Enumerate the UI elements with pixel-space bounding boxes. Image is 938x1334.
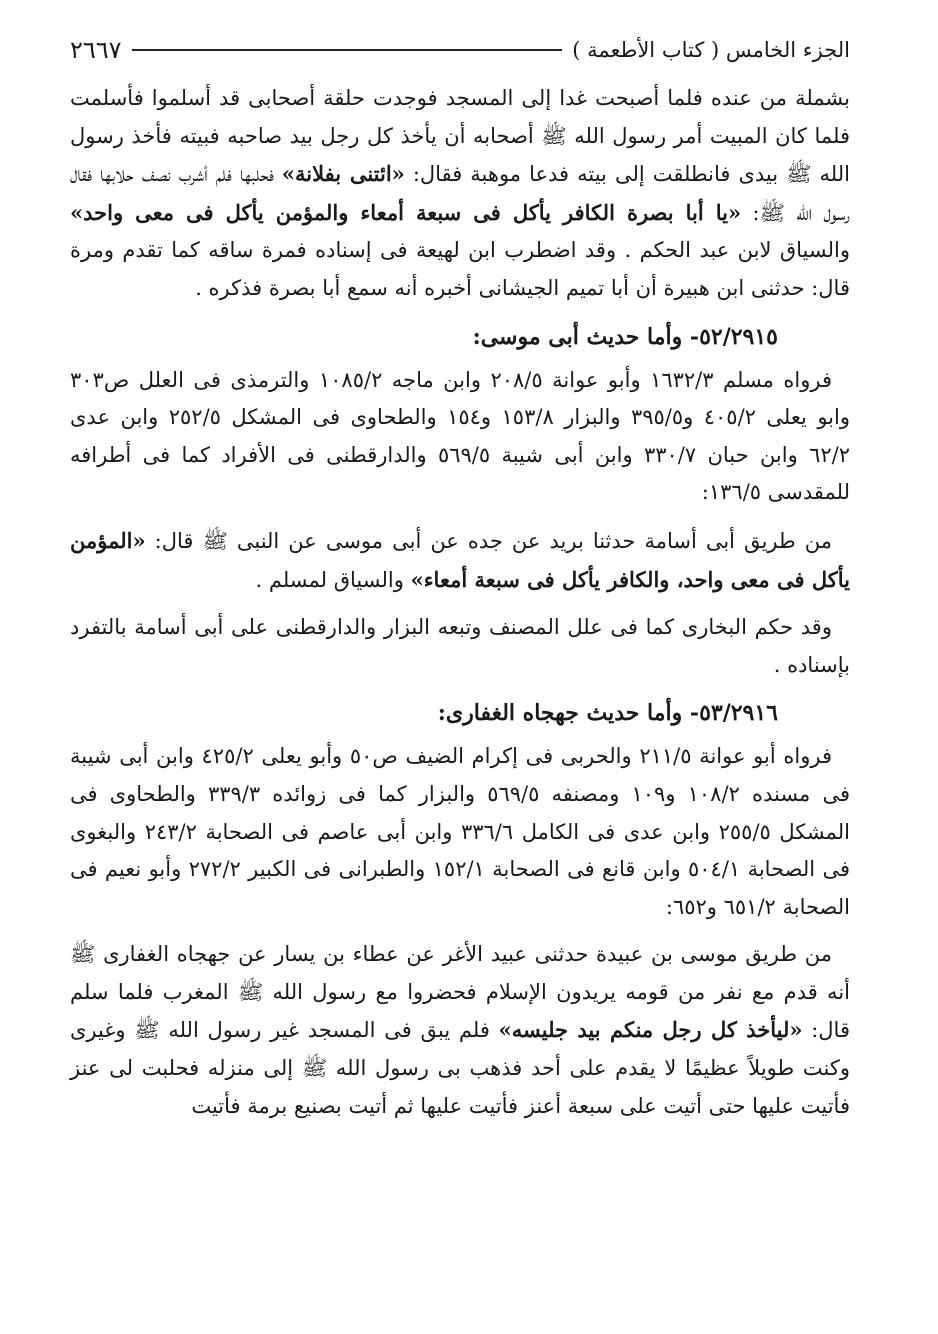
- spacer: [70, 684, 850, 694]
- chain-text: فلم يبق فى المسجد غير رسول الله ﷺ وغيرى وكنت طويلاً عظيمًا لا يقدم على أحد فذهب بى رسول الله ﷺ إلى منزله فحلبت لى عنز فأتيت عليها حتى أتيت على سبعة أعنز فأتيت عليها ثم أتيت بصنيع برمة فأتيت: [70, 1018, 850, 1118]
- hadith-quote: «المؤمن يأكل فى معى واحد، والكافر يأكل فى سبعة أمعاء»: [70, 527, 850, 592]
- paragraph-ruling: وقد حكم البخارى كما فى علل المصنف وتبعه البزار والدارقطنى على أبى أسامة بالتفرد بإسناده .: [70, 615, 850, 677]
- paragraph-sources: فرواه أبو عوانة ٢١١/٥ والحربى فى إكرام الضيف ص٥٠ وأبو يعلى ٤٢٥/٢ وابن أبى شيبة فى مسنده ١٠٨/٢ و١٠٩ ومصنفه ٥٦٩/٥ والبزار كما فى زوائده ٣٣٩/٣ والطحاوى فى المشكل ٢٥٥/٥ وابن عدى فى الكامل ٣٣٦/٦ وابن أبى عاصم فى الصحابة ٢٤٣/٢ والبغوى فى الصحابة ٥٠٤/١ وابن قانع فى الصحابة ١٥٢/١ والطبرانى فى الكبير ٢٧٢/٢ وأبو نعيم فى الصحابة ٦٥١/٢ و٦٥٢:: [70, 744, 850, 919]
- spacer: [70, 926, 850, 936]
- section-heading: ٥٣/٢٩١٦- وأما حديث جهجاه الغفارى:: [437, 700, 778, 727]
- running-title: الجزء الخامس ( كتاب الأطعمة ): [572, 38, 850, 62]
- paragraph-chain: [70, 936, 850, 1125]
- text-line: والسياق لابن عبد الحكم . وقد اضطرب ابن لهيعة فى إسناده فمرة ساقه كما تقدم ومرة قال: حدثنى ابن هبيرة أن أبا تميم الجيشانى أخبره أنه سمع أبا بصرة فذكره .: [70, 238, 850, 300]
- paragraph-sources: فرواه مسلم ١٦٣٢/٣ وأبو عوانة ٢٠٨/٥ وابن ماجه ١٠٨٥/٢ والترمذى فى العلل ص٣٠٣ وابو يعلى ٤٠٥/٢ و٣٩٥/٥ والبزار ١٥٣/٨ و١٥٤ والطحاوى فى المشكل ٢٥٢/٥ وابن عدى ٦٢/٢ وابن حبان ٣٣٠/٧ وابن أبى شيبة ٥٦٩/٥ والدارقطنى فى الأفراد كما فى أطرافه للمقدسى ١٣٦/٥:: [70, 367, 850, 505]
- spacer: [70, 308, 850, 318]
- book-page: [70, 28, 850, 1318]
- header-rule: [132, 49, 563, 51]
- text-line: بشملة من عنده فلما أصبحت غدا إلى المسجد فوجدت حلقة أصحابى قد أسلموا: [151, 86, 850, 110]
- text-line: فحلبها فلم: [215, 162, 282, 187]
- page-header: [70, 28, 850, 72]
- page-body: [70, 80, 850, 1125]
- text-line: أشرب نصف حلابها فقال رسول الله ﷺ:: [70, 162, 850, 225]
- spacer: [70, 599, 850, 609]
- text-line: فأسلمت فلما كان المبيت أمر رسول الله ﷺ أصحابه أن يأخذ كل رجل بيد صاحبه فبيته: [70, 86, 850, 148]
- paragraph-continuation: [70, 80, 850, 308]
- text-line: فأخذ رسول الله ﷺ بيدى فانطلقت إلى بيته فدعا موهبة فقال:: [70, 123, 850, 187]
- paragraph-chain: [70, 522, 850, 599]
- chain-text: من طريق موسى بن عبيدة حدثنى عبيد الأغر عن عطاء بن يسار عن جهجاه الغفارى ﷺ أنه قدم مع نفر من قومه يريدون الإسلام فحضروا مع رسول الله ﷺ المغرب فلما سلم قال:: [70, 942, 850, 1043]
- section-heading: ٥٢/٢٩١٥- وأما حديث أبى موسى:: [472, 323, 778, 350]
- hadith-quote: «ائتنى بفلانة»: [281, 161, 405, 187]
- spacer: [70, 512, 850, 522]
- hadith-quote: «ليأخذ كل رجل منكم بيد جليسه»: [498, 1017, 803, 1043]
- page-number: ٢٦٦٧: [70, 36, 122, 64]
- chain-text: من طريق أبى أسامة حدثنا بريد عن جده عن أبى موسى عن النبى ﷺ قال:: [145, 528, 832, 553]
- hadith-quote: «يا أبا بصرة الكافر يأكل فى سبعة أمعاء والمؤمن يأكل فى معى واحد»: [70, 199, 742, 225]
- chain-text: والسياق لمسلم .: [255, 567, 411, 592]
